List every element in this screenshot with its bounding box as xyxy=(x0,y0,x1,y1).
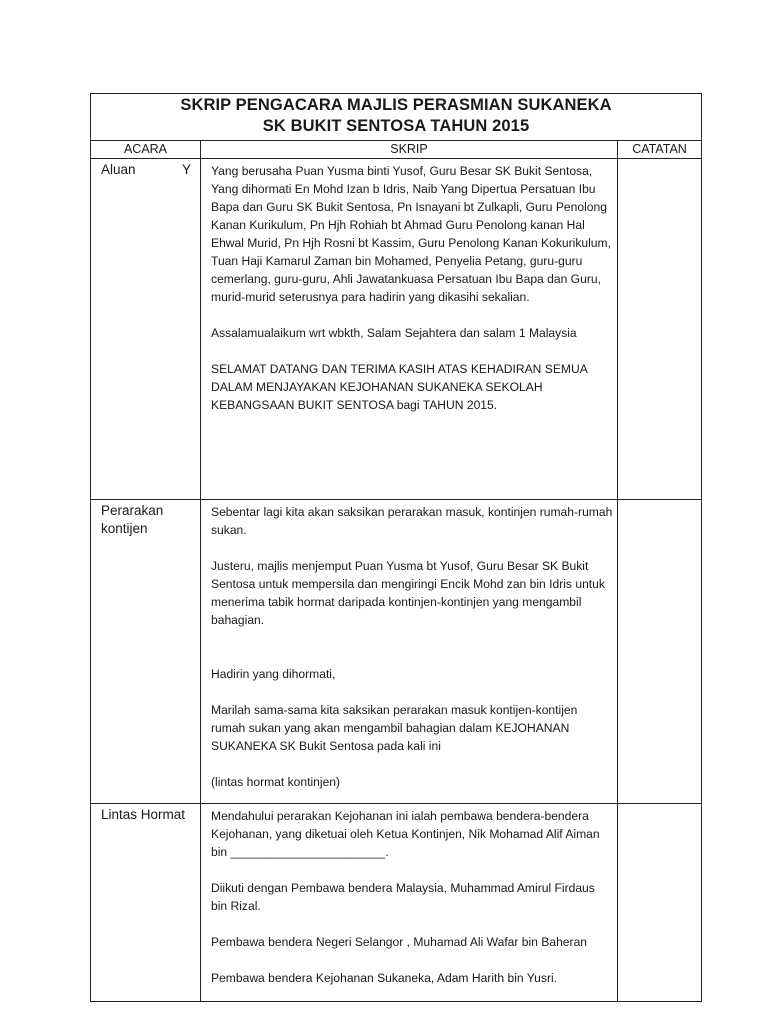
skrip-paragraph: Mendahului perarakan Kejohanan ini ialah pembawa bendera-bendera Kejohanan, yang diketuai oleh Ketua Kontinjen, Nik Mohamad Alif Aiman bin _______________________. xyxy=(211,809,600,859)
title-row xyxy=(91,94,702,141)
table-row-aluan xyxy=(91,159,702,500)
table-row-lintas-hormat xyxy=(91,804,702,1002)
document-title-line1: SKRIP PENGACARA MAJLIS PERASMIAN SUKANEKA xyxy=(180,96,612,114)
acara-cell xyxy=(91,500,201,804)
skrip-paragraph: Marilah sama-sama kita saksikan perarakan masuk kontijen-kontijen rumah sukan yang akan mengambil bahagian dalam KEJOHANAN SUKANEKA SK Bukit Sentosa pada kali ini xyxy=(211,703,578,753)
skrip-paragraph: Diikuti dengan Pembawa bendera Malaysia, Muhammad Amirul Firdaus bin Rizal. xyxy=(211,881,595,913)
column-header-acara: ACARA xyxy=(91,141,201,159)
skrip-paragraph: (lintas hormat kontinjen) xyxy=(211,775,341,789)
document-title-line2: SK BUKIT SENTOSA TAHUN 2015 xyxy=(262,117,530,135)
title-cell xyxy=(91,94,702,141)
skrip-cell xyxy=(201,159,618,500)
table-row-perarakan xyxy=(91,500,702,804)
skrip-cell xyxy=(201,804,618,1002)
acara-cell xyxy=(91,159,201,500)
skrip-paragraph: SELAMAT DATANG DAN TERIMA KASIH ATAS KEHADIRAN SEMUA DALAM MENJAYAKAN KEJOHANAN SUKANEKA SEKOLAH KEBANGSAAN BUKIT SENTOSA bagi TAHUN 2015. xyxy=(211,362,588,412)
skrip-paragraph: Pembawa bendera Negeri Selangor , Muhamad Ali Wafar bin Baheran xyxy=(211,935,588,949)
skrip-paragraph: Assalamualaikum wrt wbkth, Salam Sejahtera dan salam 1 Malaysia xyxy=(211,326,577,340)
acara-mark: Y xyxy=(181,162,191,177)
catatan-cell xyxy=(618,159,702,500)
acara-label: Perarakan kontijen xyxy=(101,503,164,536)
column-header-skrip: SKRIP xyxy=(201,141,618,159)
acara-label: Aluan xyxy=(101,162,136,177)
column-header-catatan: CATATAN xyxy=(618,141,702,159)
skrip-paragraph: Sebentar lagi kita akan saksikan perarakan masuk, kontinjen rumah-rumah sukan. xyxy=(211,505,613,537)
document-page xyxy=(90,93,701,1002)
header-row xyxy=(91,141,702,159)
script-table xyxy=(90,93,702,1002)
skrip-paragraph: Hadirin yang dihormati, xyxy=(211,667,336,681)
skrip-paragraph: Yang berusaha Puan Yusma binti Yusof, Guru Besar SK Bukit Sentosa, Yang dihormati En Mohd Izan b Idris, Naib Yang Dipertua Persatuan Ibu Bapa dan Guru SK Bukit Sentosa, Pn Isnayani bt Zulkapli, Guru Penolong Kanan Kurikulum, Pn Hjh Rohiah bt Ahmad Guru Penolong kanan Hal Ehwal Murid, Pn Hjh Rosni bt Kassim, Guru Penolong Kanan Kokurikulum, Tuan Haji Kamarul Zaman bin Mohamed, Penyelia Petang, guru-guru cemerlang, guru-guru, Ahli Jawatankuasa Persatuan Ibu Bapa dan Guru, murid-murid seterusnya para hadirin yang dikasihi sekalian. xyxy=(211,164,611,304)
catatan-cell xyxy=(618,500,702,804)
acara-cell xyxy=(91,804,201,1002)
skrip-paragraph: Pembawa bendera Kejohanan Sukaneka, Adam Harith bin Yusri. xyxy=(211,971,558,985)
catatan-cell xyxy=(618,804,702,1002)
acara-label: Lintas Hormat xyxy=(101,807,186,822)
skrip-paragraph: Justeru, majlis menjemput Puan Yusma bt Yusof, Guru Besar SK Bukit Sentosa untuk mempersila dan mengiringi Encik Mohd zan bin Idris untuk menerima tabik hormat daripada kontinjen-kontinjen yang mengambil bahagian. xyxy=(211,559,605,627)
skrip-cell xyxy=(201,500,618,804)
